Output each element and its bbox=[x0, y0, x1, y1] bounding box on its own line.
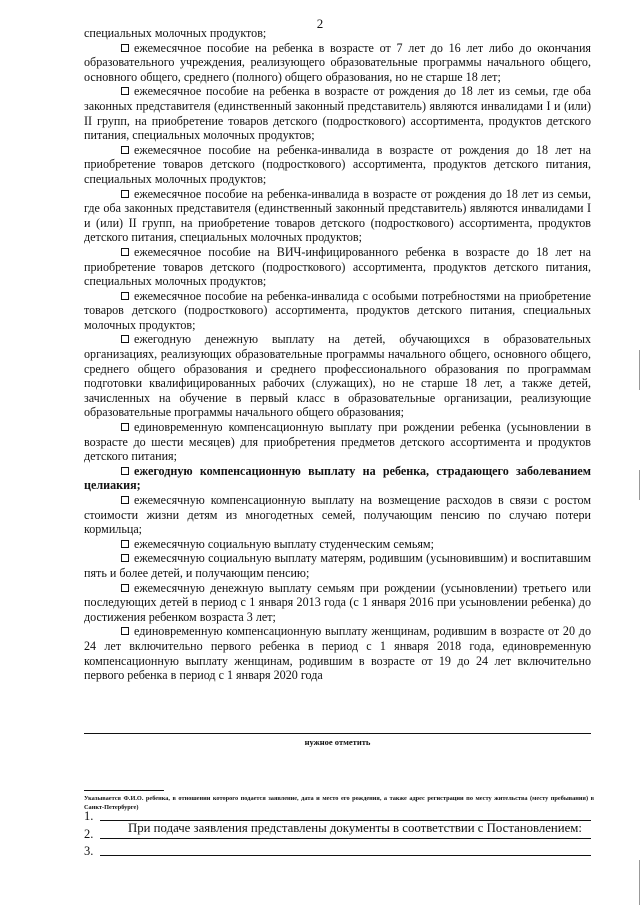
document-line-number: 3. bbox=[84, 844, 94, 858]
document-line-field bbox=[100, 838, 591, 839]
benefit-option bbox=[84, 551, 591, 580]
checkbox[interactable] bbox=[121, 584, 129, 592]
benefit-option bbox=[84, 84, 591, 142]
benefit-text: ежемесячное пособие на ребенка в возрасте от рождения до 18 лет из семьи, где оба законных представителя (единственный законный представитель) являются инвалидами I и (или) II групп, на приобретение товаров детского (подросткового) ассортимента, продуктов детского питания, специальных молочных продуктов; bbox=[84, 84, 591, 143]
document-line-1 bbox=[84, 808, 591, 824]
page-number: 2 bbox=[316, 16, 324, 31]
benefit-option bbox=[84, 581, 591, 625]
footnote-separator bbox=[84, 790, 164, 791]
checkbox[interactable] bbox=[121, 423, 129, 431]
benefit-option bbox=[84, 289, 591, 333]
document-line-field bbox=[100, 820, 591, 821]
document-line-field bbox=[100, 855, 591, 856]
benefit-option bbox=[84, 537, 591, 552]
checkbox[interactable] bbox=[121, 146, 129, 154]
checkbox[interactable] bbox=[121, 540, 129, 548]
document-line-3 bbox=[84, 843, 591, 859]
benefit-list bbox=[84, 26, 591, 683]
benefit-text: ежемесячную компенсационную выплату на возмещение расходов в связи с ростом стоимости жизни детям из многодетных семей, получающим пенсию по случаю потери кормильца; bbox=[84, 493, 591, 537]
benefit-text: ежемесячное пособие на ребенка-инвалида в возрасте от рождения до 18 лет из семьи, где оба законных представителя (единственный законный представитель) являются инвалидами I и (или) II групп, на приобретение товаров детского (подросткового) ассортимента, продуктов детского питания, специальных молочных продуктов; bbox=[84, 186, 591, 245]
benefit-option bbox=[84, 624, 591, 682]
checkbox[interactable] bbox=[121, 335, 129, 343]
benefit-text: единовременную компенсационную выплату женщинам, родившим в возрасте от 20 до 24 лет включительно первого ребенка в период с 1 января 2018 года, единовременную компенсационную выплату женщинам, родившим в возрасте от 19 до 24 лет включительно первого ребенка в период с 1 января 2020 года bbox=[84, 624, 591, 683]
benefit-text: ежемесячную денежную выплату семьям при рождении (усыновлении) третьего или последующих детей в период с 1 января 2013 года (с 1 января 2016 при усыновлении ребенка) до достижения ребенком возраста 3 лет; bbox=[84, 580, 591, 624]
checkbox[interactable] bbox=[121, 190, 129, 198]
benefit-text: ежемесячную социальную выплату студенческим семьям; bbox=[134, 536, 434, 551]
benefit-option bbox=[84, 143, 591, 187]
benefit-text: единовременную компенсационную выплату при рождении ребенка (усыновлении в возрасте до шести месяцев) для приобретения предметов детского ассортимента и продуктов детского питания; bbox=[84, 420, 591, 464]
checkbox[interactable] bbox=[121, 248, 129, 256]
note-label: нужное отметить bbox=[304, 737, 371, 747]
continuation-text bbox=[84, 26, 591, 41]
benefit-option bbox=[84, 493, 591, 537]
checkbox[interactable] bbox=[121, 627, 129, 635]
document-line-2 bbox=[84, 826, 591, 842]
benefit-text: ежемесячное пособие на ребенка-инвалида с особыми потребностями на приобретение товаров детского (подросткового) ассортимента, продуктов детского питания, специальных молочных продуктов; bbox=[84, 288, 591, 332]
benefit-text: ежемесячное пособие на ребенка в возрасте от 7 лет до 16 лет либо до окончания образовательного учреждения, реализующего образовательные программы начального общего, основного общего, среднего (полного) общего образования, но не старше 18 лет; bbox=[84, 40, 591, 84]
documents-intro: При подаче заявления представлены документы в соответствии с Постановлением: bbox=[128, 821, 582, 835]
benefit-text: ежемесячное пособие на ребенка-инвалида в возрасте от рождения до 18 лет на приобретение товаров детского (подросткового) ассортимента, продуктов детского питания, специальных молочных продуктов; bbox=[84, 142, 591, 186]
benefit-option bbox=[84, 420, 591, 464]
checkbox[interactable] bbox=[121, 496, 129, 504]
benefit-option bbox=[84, 332, 591, 420]
benefit-option bbox=[84, 41, 591, 85]
checkbox[interactable] bbox=[121, 87, 129, 95]
benefit-option bbox=[84, 187, 591, 245]
benefit-option bbox=[84, 245, 591, 289]
checkbox[interactable] bbox=[121, 44, 129, 52]
fill-in-line bbox=[84, 733, 591, 734]
checkbox[interactable] bbox=[121, 292, 129, 300]
checkbox[interactable] bbox=[121, 467, 129, 475]
benefit-text: ежегодную денежную выплату на детей, обучающихся в образовательных организациях, реализующих образовательные программы начального общего, основного общего, среднего общего образования и среднего профессионального образования по программам подготовки квалифицированных рабочих (служащих), но не старше 18 лет, а также детей, зачисленных на обучение в первый класс в образовательные организации, реализующие образовательные программы начального общего образования; bbox=[84, 332, 591, 420]
benefit-text: ежегодную компенсационную выплату на ребенка, страдающего заболеванием целиакия; bbox=[84, 463, 591, 493]
benefit-option bbox=[84, 464, 591, 493]
footnote: Указывается Ф.И.О. ребенка, в отношении которого подается заявление, дата и место его рождения, а также адрес регистрации по месту жительства (месту пребывания) в Санкт-Петербурге) bbox=[84, 795, 594, 811]
benefit-text: ежемесячное пособие на ВИЧ-инфицированного ребенка в возрасте до 18 лет на приобретение товаров детского (подросткового) ассортимента, продуктов детского питания, специальных молочных продуктов; bbox=[84, 244, 591, 289]
checkbox[interactable] bbox=[121, 554, 129, 562]
benefit-text: ежемесячную социальную выплату матерям, родившим (усыновившим) и воспитавшим пять и более детей, и получающим пенсию; bbox=[84, 551, 591, 580]
document-line-number: 1. bbox=[84, 809, 94, 823]
document-line-number: 2. bbox=[84, 827, 94, 841]
benefit-text: специальных молочных продуктов; bbox=[84, 26, 267, 40]
